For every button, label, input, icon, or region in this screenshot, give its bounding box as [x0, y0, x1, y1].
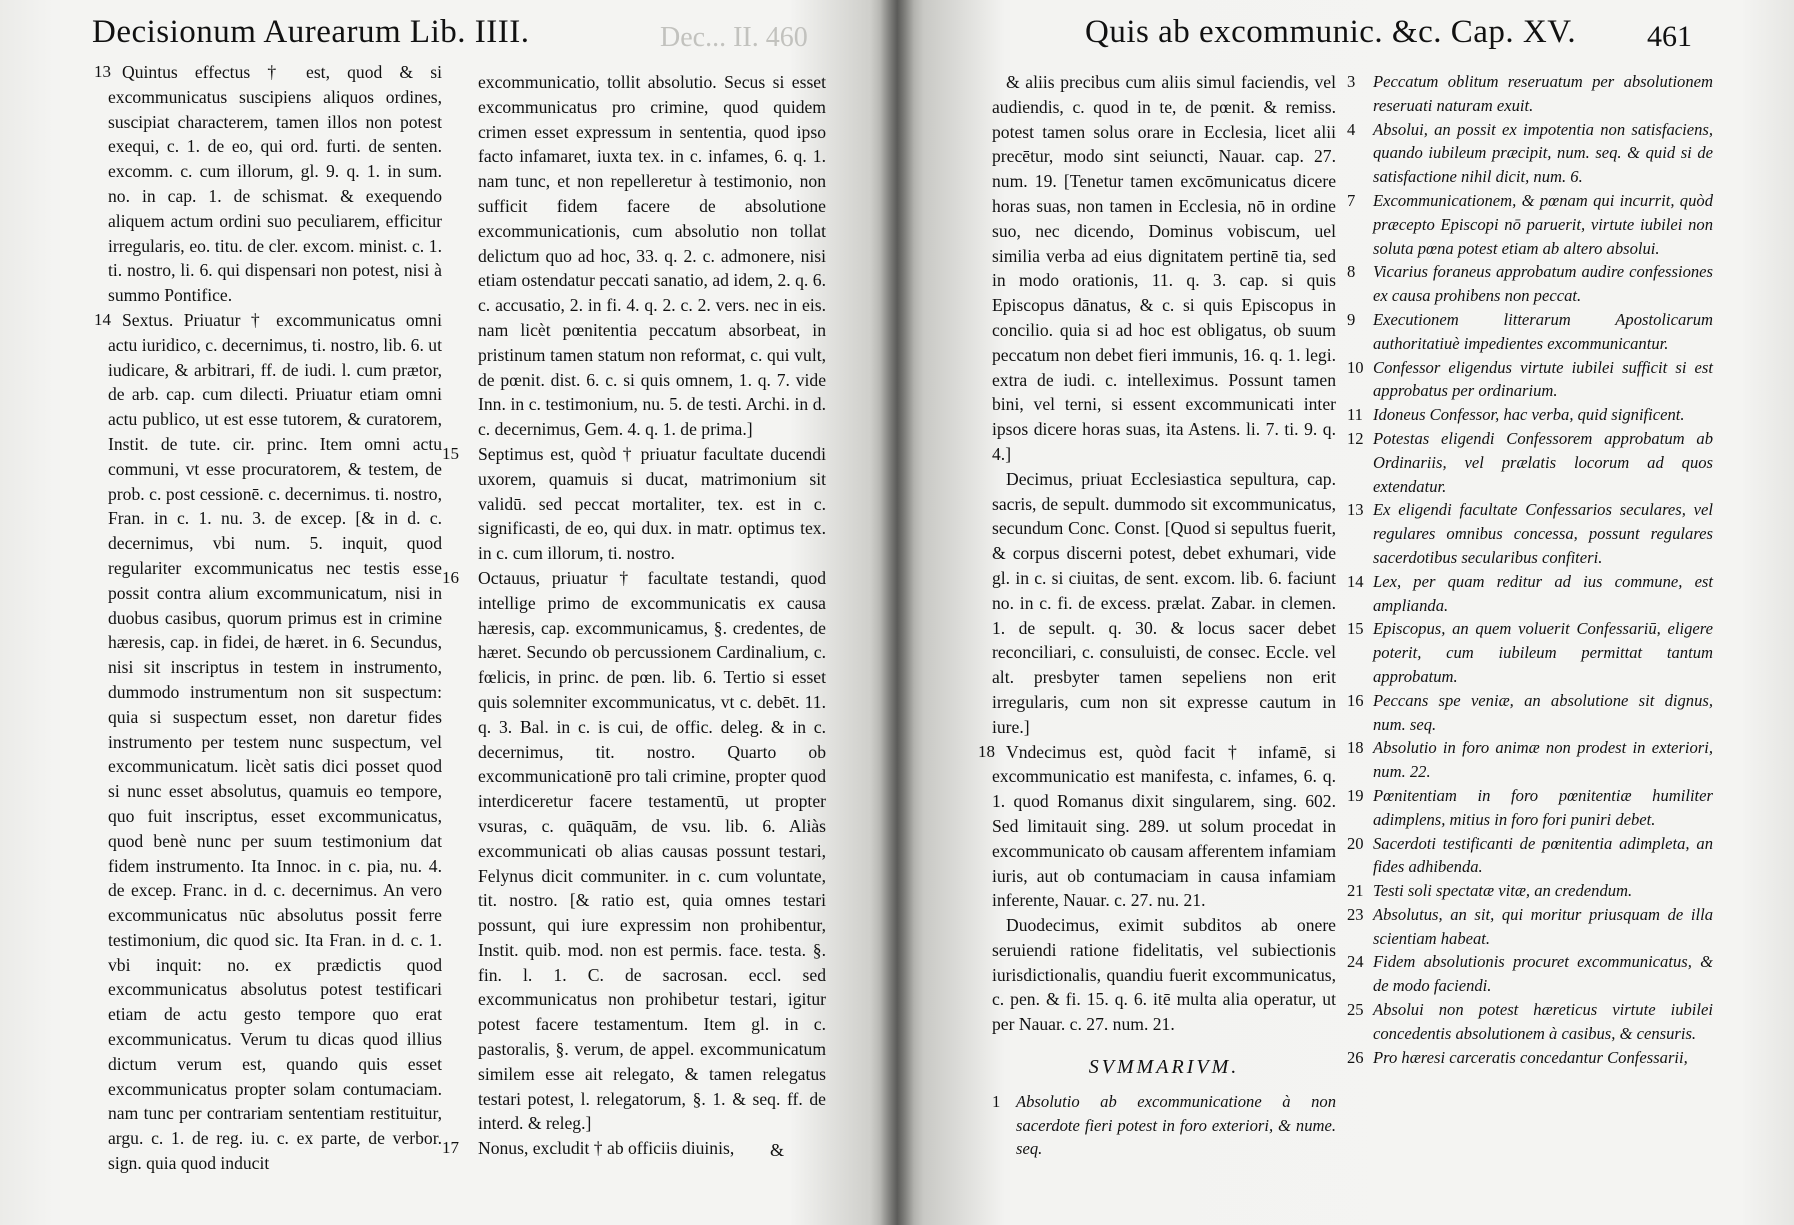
summary-item [992, 1090, 1336, 1161]
body-paragraph [992, 70, 1336, 467]
summary-item [1347, 498, 1713, 569]
paragraph-text: Pœnitentiam in foro pœnitentiæ humiliter adimplens, mitius in foro fori puniri debet. [1373, 785, 1713, 829]
summary-item [1347, 903, 1713, 951]
paragraph-number: 15 [1347, 619, 1364, 639]
paragraph-text: Absolutio in foro animæ non prodest in exteriori, num. 22. [1373, 738, 1713, 782]
summary-item [1347, 403, 1713, 427]
paragraph-text: Sextus. Priuatur † excommunicatus omni actu iuridico, c. decernimus, ti. nostro, lib. 6. ut iudicare, & arbitrari, ff. de iudi. l. cum prætor, de arb. cap. cum dilecti. Priuatur etiam omni actu publico, ut est esse tutorem, & curatorem, Instit. de tute. cir. princ. Item omni actu communi, vt esse procuratorem, & testem, de prob. c. post cessionē. c. decernimus. ti. nostro, Fran. in c. 1. nu. 3. de excep. [& in d. c. decernimus, vbi num. 5. inquit, quod regulariter excommunicatus nec testis esse possit contra alium excommunicatum, nisi in duobus casibus, quorum primus est in crimine hæresis, cap. in fidei, de hæret. in 6. Secundus, nisi sit inscriptus in testem in instrumento, dummodo instrumentum non sit suspectum: quia si suspectum esset, non daretur fides instrumento per testem nunc suspectum, vel excommunicatum. licèt satis dici posset quod si nunc esset absolutus, quamuis eo tempore, quo fuit inscriptus, esset excommunicatus, quod benè nunc per suum testimonium dat fidem instrumento. Ita Innoc. in c. pia, nu. 4. de excep. Franc. in d. c. decernimus. An vero excommunicatus nūc absolutus possit ferre testimonium, dic quod sic. Ita Fran. in d. c. 1. vbi inquit: no. ex prædictis quod excommunicatus absolutus potest testificari etiam de actu gesto tempore quo erat excommunicatus. Verum tu dicas quod illius dictum verum est, quando quis esset excommunicatus propter solam contumaciam. nam tunc per contrariam sententiam restituitur, argu. c. 1. de reg. iu. c. ex parte, de verbor. sign. quia quod inducit [108, 309, 442, 1174]
paragraph-text: Decimus, priuat Ecclesiastica sepultura, cap. sacris, de sepult. dummodo sit excommunicatus, secundum Conc. Const. [Quod si sepultus fuerit, & corpus discerni potest, debet exhumari, vide gl. in c. si ciuitas, de sent. excom. lib. 6. faciunt no. in c. fi. de excess. prælat. Zabar. in clemen. 1. de sepult. q. 30. & locus sacer debet reconciliari, c. consuluisti, de consec. Eccle. vel alt. presbyter tamen sepeliens non erit irregularis, cum non sit expresse cautum in iure.] [992, 468, 1336, 737]
paragraph-number: 12 [1347, 428, 1364, 448]
paragraph-number: 10 [1347, 357, 1364, 377]
paragraph-text: Fidem absolutionis procuret excommunicatus, & de modo faciendi. [1373, 952, 1713, 996]
paragraph-number: 3 [1347, 72, 1356, 91]
summary-item [1347, 832, 1713, 880]
summary-item [1347, 689, 1713, 737]
paragraph-text: Pro hæresi carceratis concedantur Confessarii, [1373, 1047, 1688, 1067]
paragraph-number: 15 [442, 443, 459, 463]
paragraph-text: Peccatum oblitum reseruatum per absolutionem reseruati naturam exuit. [1373, 72, 1713, 115]
paragraph-text: Vicarius foraneus approbatum audire confessiones ex causa prohibens non peccat. [1373, 262, 1713, 306]
body-paragraph [478, 70, 826, 442]
paragraph-number: 13 [1347, 500, 1364, 520]
summary-item [1347, 998, 1713, 1046]
body-paragraph [978, 740, 1336, 914]
paragraph-number: 14 [1347, 571, 1364, 591]
right-page [897, 0, 1794, 1225]
right-column-2-summarium [1347, 70, 1713, 1069]
summary-item [1347, 617, 1713, 688]
body-paragraph [94, 308, 442, 1176]
paragraph-text: Octauus, priuatur † facultate testandi, quod intellige primo de excommunicatis ex causa hæresis, cap. excommunicamus, §. credentes, de hæret. Secundo ob percussionem Cardinalium, c. fœlicis, in princ. de pœn. lib. 6. Tertio si esset quis solemniter excommunicatus, vt c. debēt. 11. q. 3. Bal. in c. is cui, de offic. deleg. & in c. decernimus, tit. nostro. Quarto ob excommunicationē pro tali crimine, propter quod interdiceretur facere testamentū, ut propter vsuras, c. quāquām, de vsu. lib. 6. Aliàs excommunicati ob alias causas possunt testari, Felynus dicit communiter. in c. cum voluntate, tit. nostro. [& ratio est, quia omnes testari possunt, qui iure expressim non prohibentur, Instit. quib. mod. non est permis. face. testa. §. fin. l. 1. C. de sacrosan. eccl. sed excommunicatus non prohibetur testari, igitur potest facere testamentum. Item gl. in c. pastoralis, §. verum, de appel. excommunicatum similem esse ait relegato, & tamen relegatus testari potest, l. relegatorum, §. 1. & seq. ff. de interd. & releg.] [478, 567, 826, 1134]
paragraph-number: 17 [442, 1138, 459, 1158]
summary-item [1347, 70, 1713, 118]
summary-item [1347, 427, 1713, 498]
body-paragraph [94, 60, 442, 308]
body-paragraph [442, 566, 826, 1136]
summary-item [1347, 189, 1713, 260]
paragraph-number: 7 [1347, 190, 1356, 210]
paragraph-number: 14 [94, 309, 111, 329]
summary-item [1347, 736, 1713, 784]
paragraph-text: Potestas eligendi Confessorem approbatum ab Ordinariis, vel prælatis locorum ad quos extendatur. [1373, 428, 1713, 496]
paragraph-text: Idoneus Confessor, hac verba, quid significent. [1373, 405, 1685, 425]
paragraph-number: 19 [1347, 785, 1364, 805]
summary-item [1347, 879, 1713, 903]
summary-item [1347, 260, 1713, 308]
paragraph-text: Testi soli spectatæ vitæ, an credendum. [1373, 881, 1633, 901]
paragraph-number: 21 [1347, 881, 1364, 901]
right-column-1 [978, 70, 1336, 1161]
book-gutter [880, 0, 914, 1225]
summary-item [1347, 570, 1713, 618]
paragraph-text: Absolui, an possit ex impotentia non satisfaciens, quando iubileum præcipit, num. seq. & quid si de satisfactione nihil dicit, num. 6. [1373, 119, 1713, 187]
paragraph-number: 13 [94, 62, 111, 81]
ghost-running-head: Dec... II. 460 [660, 22, 808, 53]
paragraph-text: Nonus, excludit † ab officiis diuinis, [478, 1138, 735, 1159]
paragraph-number: 16 [1347, 690, 1364, 710]
running-head-left: Decisionum Aurearum Lib. IIII. [92, 14, 530, 50]
summarium-title: SVMMARIVM. [1088, 1056, 1240, 1079]
paragraph-text: Lex, per quam reditur ad ius commune, est amplianda. [1373, 571, 1713, 615]
left-column-1 [94, 60, 442, 1176]
summary-item [1347, 1046, 1713, 1070]
paragraph-number: 4 [1347, 119, 1356, 139]
summary-item [1347, 356, 1713, 404]
paragraph-number: 23 [1347, 904, 1364, 924]
folio-number: 461 [1647, 20, 1692, 53]
paragraph-text: Vndecimus est, quòd facit † infamē, si excommunicatio est manifesta, c. infames, 6. q. 1. quod Romanus dixit singularem, sing. 602. Sed limitauit sing. 289. ut solum procedat in excommunicato ob causam afferentem infamiam iuris, aut ob contumaciam in causa infamiam inferente, Nauar. c. 27. nu. 21. [992, 741, 1336, 911]
paragraph-text: Excommunicationem, & pœnam qui incurrit, quòd præcepto Episcopi nō paruerit, virtute iubilei non soluta pœna potest etiam ab altero absolui. [1373, 190, 1713, 258]
paragraph-text: Peccans spe veniæ, an absolutione sit dignus, num. seq. [1373, 690, 1713, 734]
body-paragraph [992, 913, 1336, 1037]
paragraph-number: 25 [1347, 1000, 1364, 1020]
summary-item [1347, 784, 1713, 832]
summary-item [1347, 308, 1713, 356]
summary-item [1347, 950, 1713, 998]
paragraph-text: Sacerdoti testificanti de pœnitentia adimpleta, an fides adhibenda. [1373, 833, 1713, 877]
left-column-2 [442, 70, 826, 1161]
paragraph-text: Absolui non potest hæreticus virtute iubilei concedentis absolutionem à casibus, & censuris. [1373, 1000, 1713, 1043]
paragraph-number: 16 [442, 567, 459, 587]
paragraph-number: 1 [992, 1091, 1001, 1111]
paragraph-text: Septimus est, quòd † priuatur facultate ducendi uxorem, quamuis si ducat, matrimonium sit validū. sed peccat mortaliter, tex. est in c. significasti, de eo, qui dux. in matr. optimus tex. in c. cum illorum, ti. nostro. [478, 443, 826, 564]
paragraph-text: Duodecimus, eximit subditos ab onere seruiendi ratione fidelitatis, vel subiectionis iurisdictionalis, quandiu fuerit excommunicatus, c. pen. & fi. 15. q. 6. itē multa alia operatur, ut per Nauar. c. 27. num. 21. [992, 915, 1336, 1035]
running-head-right: Quis ab excommunic. &c. Cap. XV. [1085, 14, 1577, 50]
paragraph-number: 18 [1347, 738, 1364, 758]
paragraph-number: 24 [1347, 952, 1364, 972]
catchword-left: & [770, 1140, 785, 1160]
paragraph-text: Ex eligendi facultate Confessarios seculares, vel regulares omnibus concessa, possunt regulares sacerdotibus secularibus confiteri. [1373, 500, 1713, 567]
paragraph-text: Episcopus, an quem voluerit Confessariū, eligere poterit, cum iubileum permittat tantum approbatum. [1373, 619, 1713, 686]
paragraph-number: 20 [1347, 833, 1364, 853]
paragraph-text: Absolutus, an sit, qui moritur priusquam de illa scientiam habeat. [1373, 904, 1713, 948]
body-paragraph [442, 442, 826, 566]
paragraph-number: 9 [1347, 309, 1356, 329]
paragraph-number: 26 [1347, 1047, 1364, 1067]
body-paragraph [992, 467, 1336, 740]
paragraph-number: 18 [978, 741, 995, 761]
paragraph-text: & aliis precibus cum aliis simul faciendis, vel audiendis, c. quod in te, de pœnit. & remiss. potest tamen solus orare in Ecclesia, licet alii precētur, modo sint seiuncti, Nauar. cap. 27. num. 19. [Tenetur tamen excōmunicatus dicere horas suas, non tamen in Ecclesia, nō in ordine suo, nec dicendo, Dominus vobiscum, uel similia verba ad eius dignitatem pertinē tia, sed in modo orationis, 11. q. 3. cap. si quis Episcopus dānatus, & c. si quis Episcopus in concilio. quia si ad hoc est obligatus, ob suum peccatum non debet fieri immunis, 16. q. 1. legi. extra de iudi. c. intelleximus. Possunt tamen bini, vel terni, si essent excommunicati inter ipsos dicere horas suas, ita Astens. li. 7. ti. 9. q. 4.] [992, 72, 1336, 464]
paragraph-text: Executionem litterarum Apostolicarum authoritatiuè impedientes excommunicantur. [1373, 309, 1713, 353]
paragraph-text: excommunicatio, tollit absolutio. Secus si esset excommunicatus pro crimine, quod quidem crimen esset expressum in sententia, quod ipso facto infamaret, iuxta tex. in c. infames, 6. q. 1. nam tunc, et non repelleretur à testimonio, non sufficit fidem facere de absolutione excommunicationis, cum absolutio non tollat delictum quo ad hoc, 33. q. 2. c. admonere, nisi etiam ostendatur peccati sanatio, ad idem, 2. q. 6. c. accusatio, 2. in fi. 4. q. 2. c. 2. vers. nec in eis. nam licèt pœnitentia peccatum absorbeat, in pristinum tamen statum non reformat, c. qui vult, de pœnit. dist. 6. c. si quis omnem, 1. q. 7. vide Inn. in c. testimonium, nu. 5. de testi. Archi. in d. c. decernimus, Gem. 4. q. 1. de prima.] [478, 72, 826, 440]
summary-item [1347, 118, 1713, 189]
paragraph-text: Quintus effectus † est, quod & si excommunicatus suscipiens aliquos ordines, suscipiat characterem, tamen illos non potest exequi, c. 1. de eo, qui ord. furti. de senten. excomm. c. cum illorum, gl. 9. q. 1. in sum. no. in cap. 1. de schismat. & exequendo aliquem actum ordini suo peculiarem, efficitur irregularis, eo. titu. de cler. excom. minist. c. 1. ti. nostro, li. 6. qui dispensari non potest, nisi à summo Pontifice. [108, 62, 442, 306]
paragraph-number: 8 [1347, 262, 1356, 282]
paragraph-text: Absolutio ab excommunicatione à non sacerdote fieri potest in foro exteriori, & nume. seq. [1016, 1091, 1336, 1159]
paragraph-number: 11 [1347, 405, 1363, 425]
paragraph-text: Confessor eligendus virtute iubilei sufficit si est approbatus per ordinarium. [1373, 357, 1713, 401]
